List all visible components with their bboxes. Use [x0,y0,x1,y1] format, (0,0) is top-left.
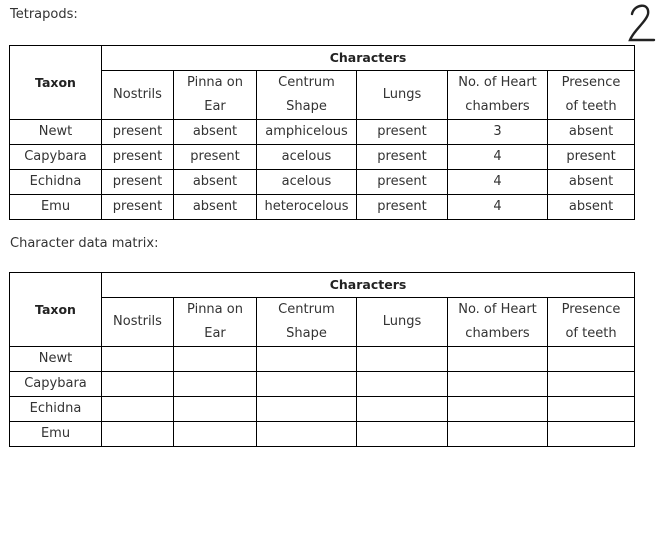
taxon-cell: Newt [10,120,102,145]
data-cell: absent [548,195,635,220]
data-cell: absent [174,195,257,220]
empty-cell[interactable] [174,397,257,422]
taxon-cell: Echidna [10,397,102,422]
column-header-heart-chambers: No. of Heart chambers [448,71,548,120]
empty-cell[interactable] [174,372,257,397]
empty-cell[interactable] [548,372,635,397]
data-cell: 4 [448,170,548,195]
empty-cell[interactable] [448,347,548,372]
empty-cell[interactable] [174,422,257,447]
data-cell: absent [548,120,635,145]
data-cell: absent [174,170,257,195]
empty-cell[interactable] [257,397,357,422]
table-row [10,120,635,145]
column-header-heart-chambers: No. of Heart chambers [448,298,548,347]
table-row [10,145,635,170]
data-cell: amphicelous [257,120,357,145]
characters-header: Characters [102,46,635,71]
taxon-cell: Emu [10,195,102,220]
taxon-cell: Newt [10,347,102,372]
tetrapods-caption: Tetrapods: [10,7,78,22]
table-row [10,195,635,220]
column-header-nostrils: Nostrils [102,71,174,120]
data-cell: absent [548,170,635,195]
table-row [10,397,635,422]
data-cell: heterocelous [257,195,357,220]
column-header-centrum: Centrum Shape [257,71,357,120]
table-row [10,170,635,195]
data-cell: present [357,120,448,145]
data-cell: acelous [257,170,357,195]
column-header-nostrils: Nostrils [102,298,174,347]
column-header-teeth: Presence of teeth [548,298,635,347]
data-cell: 3 [448,120,548,145]
taxon-header: Taxon [10,46,102,120]
table-row [10,347,635,372]
character-matrix-table [9,272,635,447]
taxon-cell: Capybara [10,372,102,397]
empty-cell[interactable] [102,397,174,422]
empty-cell[interactable] [102,347,174,372]
empty-cell[interactable] [448,397,548,422]
data-cell: present [102,170,174,195]
empty-cell[interactable] [548,422,635,447]
data-cell: present [102,120,174,145]
data-cell: present [174,145,257,170]
empty-cell[interactable] [174,347,257,372]
data-cell: present [357,170,448,195]
empty-cell[interactable] [448,422,548,447]
empty-cell[interactable] [357,372,448,397]
data-cell: 4 [448,195,548,220]
characters-header: Characters [102,273,635,298]
column-header-centrum: Centrum Shape [257,298,357,347]
data-cell: present [357,145,448,170]
handwritten-mark-icon [624,0,659,48]
data-cell: 4 [448,145,548,170]
empty-cell[interactable] [357,347,448,372]
empty-cell[interactable] [257,372,357,397]
empty-cell[interactable] [257,422,357,447]
taxon-cell: Echidna [10,170,102,195]
empty-cell[interactable] [102,422,174,447]
empty-cell[interactable] [102,372,174,397]
table-row [10,422,635,447]
tetrapods-table [9,45,635,220]
column-header-teeth: Presence of teeth [548,71,635,120]
taxon-header: Taxon [10,273,102,347]
empty-cell[interactable] [448,372,548,397]
column-header-pinna: Pinna on Ear [174,71,257,120]
data-cell: absent [174,120,257,145]
empty-cell[interactable] [357,397,448,422]
data-cell: present [102,145,174,170]
taxon-cell: Emu [10,422,102,447]
data-cell: acelous [257,145,357,170]
matrix-caption: Character data matrix: [10,236,159,251]
data-cell: present [102,195,174,220]
column-header-lungs: Lungs [357,298,448,347]
taxon-cell: Capybara [10,145,102,170]
table-row [10,372,635,397]
empty-cell[interactable] [257,347,357,372]
column-header-lungs: Lungs [357,71,448,120]
empty-cell[interactable] [548,397,635,422]
empty-cell[interactable] [357,422,448,447]
column-header-pinna: Pinna on Ear [174,298,257,347]
data-cell: present [548,145,635,170]
data-cell: present [357,195,448,220]
empty-cell[interactable] [548,347,635,372]
